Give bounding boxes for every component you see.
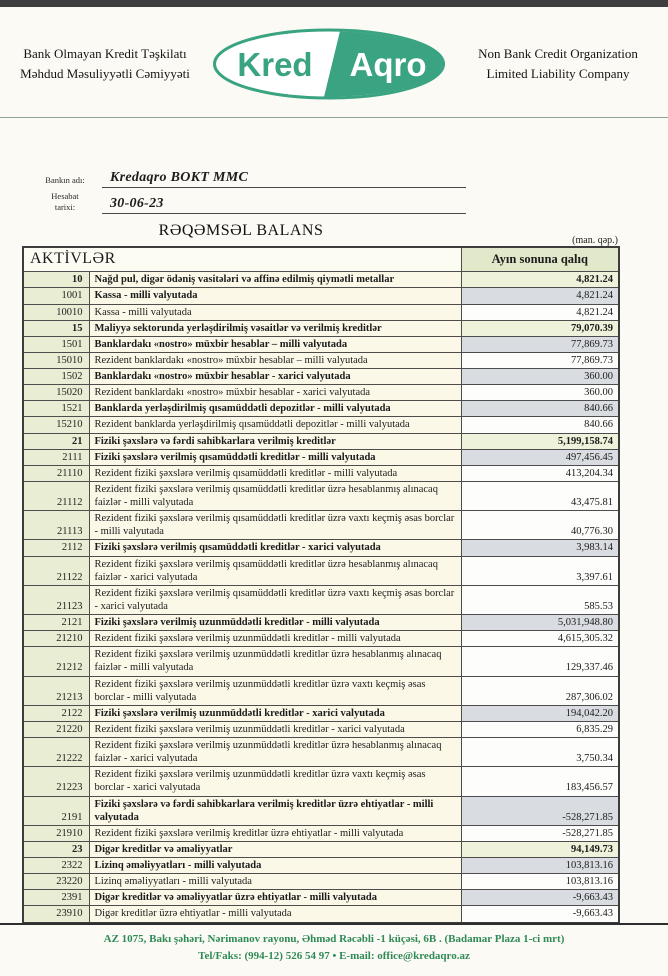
row-code: 21210 [23,631,89,647]
table-row [23,615,619,631]
row-value: 4,821.24 [461,288,619,304]
row-label: Banklarda yerləşdirilmiş qısamüddətli depozitlər - milli valyutada [89,401,461,417]
row-code: 15 [23,320,89,336]
balance-table [22,246,620,923]
table-row [23,320,619,336]
bank-name-row [36,170,466,188]
row-label: Kassa - milli valyutada [89,304,461,320]
row-code: 21212 [23,647,89,676]
row-label: Rezident fiziki şəxslərə verilmiş uzunmüddətli kreditlər - milli valyutada [89,631,461,647]
table-row [23,272,619,288]
table-row [23,465,619,481]
table-row [23,449,619,465]
row-code: 1502 [23,369,89,385]
row-code: 2122 [23,705,89,721]
row-code: 2322 [23,858,89,874]
table-row [23,401,619,417]
table-header-row [23,247,619,272]
row-value: 4,821.24 [461,272,619,288]
row-value: 413,204.34 [461,465,619,481]
table-row [23,288,619,304]
company-name-en [454,44,662,84]
row-label: Rezident banklarda yerləşdirilmiş qısamüddətli depozitlər - milli valyutada [89,417,461,433]
row-label: Rezident fiziki şəxslərə verilmiş qısamüddətli kreditlər üzrə vaxtı keçmiş əsas borclar - xarici valyutada [89,585,461,614]
balance-column-header: Ayın sonuna qalıq [461,247,619,272]
row-label: Rezident fiziki şəxslərə verilmiş uzunmüddətli kreditlər üzrə vaxtı keçmiş əsas borclar - xarici valyutada [89,767,461,796]
row-value: 4,615,305.32 [461,631,619,647]
row-code: 21112 [23,481,89,510]
row-value: 94,149.73 [461,841,619,857]
row-value: -9,663.43 [461,890,619,906]
currency-unit-note: (man. qəp.) [572,235,618,247]
row-value: 77,869.73 [461,352,619,368]
report-date-row [36,191,466,214]
row-value: 287,306.02 [461,676,619,705]
table-row [23,705,619,721]
row-code: 21910 [23,825,89,841]
row-code: 21122 [23,556,89,585]
kredaqro-logo [211,27,447,101]
row-value: -528,271.85 [461,825,619,841]
row-value: -9,663.43 [461,906,619,923]
row-label: Fiziki şəxslərə və fərdi sahibkarlara verilmiş kreditlər üzrə ehtiyatlar - milli valyutada [89,796,461,825]
row-label: Fiziki şəxslərə verilmiş qısamüddətli kreditlər - xarici valyutada [89,540,461,556]
row-value: 840.66 [461,417,619,433]
table-row [23,647,619,676]
row-value: 6,835.29 [461,721,619,737]
row-code: 23220 [23,874,89,890]
row-label: Lizinq əməliyyatları - milli valyutada [89,858,461,874]
scan-top-bar [0,0,668,7]
company-name-az [6,44,204,84]
table-row [23,676,619,705]
row-code: 23910 [23,906,89,923]
row-value: 497,456.45 [461,449,619,465]
row-value: 360.00 [461,385,619,401]
row-label: Fiziki şəxslərə və fərdi sahibkarlara verilmiş kreditlər [89,433,461,449]
report-date-label: Hesabat tarixi: [51,191,79,212]
row-value: 3,983.14 [461,540,619,556]
balance-table-rows [23,272,619,923]
row-label: Banklardakı «nostro» müxbir hesablar - xarici valyutada [89,369,461,385]
row-value: 585.53 [461,585,619,614]
row-code: 10 [23,272,89,288]
row-code: 2191 [23,796,89,825]
row-label: Rezident banklardakı «nostro» müxbir hesablar - xarici valyutada [89,385,461,401]
footer-contact: Tel/Faks: (994-12) 526 54 97 • E-mail: office@kredaqro.az [198,950,470,963]
row-label: Digər kreditlər və əməliyyatlar [89,841,461,857]
footer-address: AZ 1075, Bakı şəhəri, Nərimanov rayonu, Əhməd Rəcəbli -1 küçəsi, 6B . (Badamar Plaza 1-ci mrt) [103,932,565,945]
company-name-az-line2: Məhdud Məsuliyyətli Cəmiyyəti [20,66,190,81]
row-label: Rezident fiziki şəxslərə verilmiş kreditlər üzrə ehtiyatlar - milli valyutada [89,825,461,841]
row-value: 77,869.73 [461,336,619,352]
row-code: 21223 [23,767,89,796]
table-row [23,481,619,510]
row-label: Rezident fiziki şəxslərə verilmiş qısamüddətli kreditlər üzrə hesablanmış alınacaq faizlər - xarici valyutada [89,556,461,585]
table-row [23,796,619,825]
row-code: 1001 [23,288,89,304]
row-label: Rezident fiziki şəxslərə verilmiş uzunmüddətli kreditlər üzrə hesablanmış alınacaq faizlər - xarici valyutada [89,738,461,767]
row-label: Maliyyə sektorunda yerləşdirilmiş vəsaitlər və verilmiş kreditlər [89,320,461,336]
row-value: 840.66 [461,401,619,417]
bank-name-value: Kredaqro BOKT MMC [102,170,466,188]
row-label: Rezident fiziki şəxslərə verilmiş uzunmüddətli kreditlər üzrə vaxtı keçmiş əsas borclar - milli valyutada [89,676,461,705]
letterhead-divider [0,117,668,118]
table-row [23,585,619,614]
row-value: 5,199,158.74 [461,433,619,449]
row-code: 15010 [23,352,89,368]
table-row [23,841,619,857]
table-row [23,767,619,796]
row-value: 103,813.16 [461,858,619,874]
row-code: 1501 [23,336,89,352]
table-row [23,858,619,874]
svg-text:Kred: Kred [237,46,313,83]
row-code: 21220 [23,721,89,737]
row-code: 15210 [23,417,89,433]
table-row [23,352,619,368]
kredaqro-logo-icon [211,27,447,101]
row-value: 103,813.16 [461,874,619,890]
row-code: 21213 [23,676,89,705]
table-row [23,417,619,433]
row-code: 2111 [23,449,89,465]
row-code: 21113 [23,511,89,540]
row-label: Rezident fiziki şəxslərə verilmiş uzunmüddətli kreditlər - xarici valyutada [89,721,461,737]
row-code: 2112 [23,540,89,556]
row-code: 10010 [23,304,89,320]
row-code: 21 [23,433,89,449]
row-value: -528,271.85 [461,796,619,825]
table-row [23,825,619,841]
row-code: 23 [23,841,89,857]
row-value: 4,821.24 [461,304,619,320]
row-code: 2391 [23,890,89,906]
row-code: 1521 [23,401,89,417]
table-row [23,511,619,540]
svg-text:Aqro: Aqro [349,46,427,83]
company-name-en-line1: Non Bank Credit Organization [478,45,638,61]
bank-name-label: Bankın adı: [45,175,85,186]
table-row [23,540,619,556]
row-label: Rezident fiziki şəxslərə verilmiş qısamüddətli kreditlər üzrə hesablanmış alınacaq faizlər - milli valyutada [89,481,461,510]
table-row [23,385,619,401]
row-label: Kassa - milli valyutada [89,288,461,304]
row-label: Lizinq əməliyyatları - milli valyutada [89,874,461,890]
table-row [23,738,619,767]
row-label: Nağd pul, digər ödəniş vasitələri və affinə edilmiş qiymətli metallar [89,272,461,288]
report-date-value: 30-06-23 [102,196,466,214]
page-title: RƏQƏMSƏL BALANS [158,222,324,240]
row-label: Rezident fiziki şəxslərə verilmiş uzunmüddətli kreditlər üzrə hesablanmış alınacaq faizlər - milli valyutada [89,647,461,676]
table-row [23,336,619,352]
row-label: Rezident banklardakı «nostro» müxbir hesablar – milli valyutada [89,352,461,368]
row-code: 2121 [23,615,89,631]
table-row [23,906,619,923]
company-name-en-line2: Limited Liability Company [486,66,630,81]
row-value: 183,456.57 [461,767,619,796]
table-row [23,556,619,585]
table-row [23,874,619,890]
title-row [0,222,618,246]
row-code: 21110 [23,465,89,481]
row-value: 43,475.81 [461,481,619,510]
table-row [23,890,619,906]
table-row [23,369,619,385]
row-value: 360.00 [461,369,619,385]
row-label: Digər kreditlər və əməliyyatlar üzrə ehtiyatlar - milli valyutada [89,890,461,906]
row-label: Rezident fiziki şəxslərə verilmiş qısamüddətli kreditlər - milli valyutada [89,465,461,481]
row-value: 129,337.46 [461,647,619,676]
row-value: 3,397.61 [461,556,619,585]
footer [0,923,668,976]
letterhead [0,7,668,117]
row-label: Digər kreditlər üzrə ehtiyatlar - milli valyutada [89,906,461,923]
row-value: 5,031,948.80 [461,615,619,631]
row-code: 21123 [23,585,89,614]
table-row [23,304,619,320]
row-label: Fiziki şəxslərə verilmiş uzunmüddətli kreditlər - milli valyutada [89,615,461,631]
table-row [23,721,619,737]
row-code: 21222 [23,738,89,767]
bank-info-block [36,170,466,214]
assets-section-header: AKTİVLƏR [23,247,461,272]
company-name-az-line1: Bank Olmayan Kredit Təşkilatı [23,45,187,61]
row-value: 40,776.30 [461,511,619,540]
row-label: Rezident fiziki şəxslərə verilmiş qısamüddətli kreditlər üzrə vaxtı keçmiş əsas borclar - milli valyutada [89,511,461,540]
row-value: 194,042.20 [461,705,619,721]
table-row [23,631,619,647]
row-label: Fiziki şəxslərə verilmiş uzunmüddətli kreditlər - xarici valyutada [89,705,461,721]
table-row [23,433,619,449]
row-label: Fiziki şəxslərə verilmiş qısamüddətli kreditlər - milli valyutada [89,449,461,465]
row-label: Banklardakı «nostro» müxbir hesablar – milli valyutada [89,336,461,352]
row-value: 3,750.34 [461,738,619,767]
row-value: 79,070.39 [461,320,619,336]
row-code: 15020 [23,385,89,401]
